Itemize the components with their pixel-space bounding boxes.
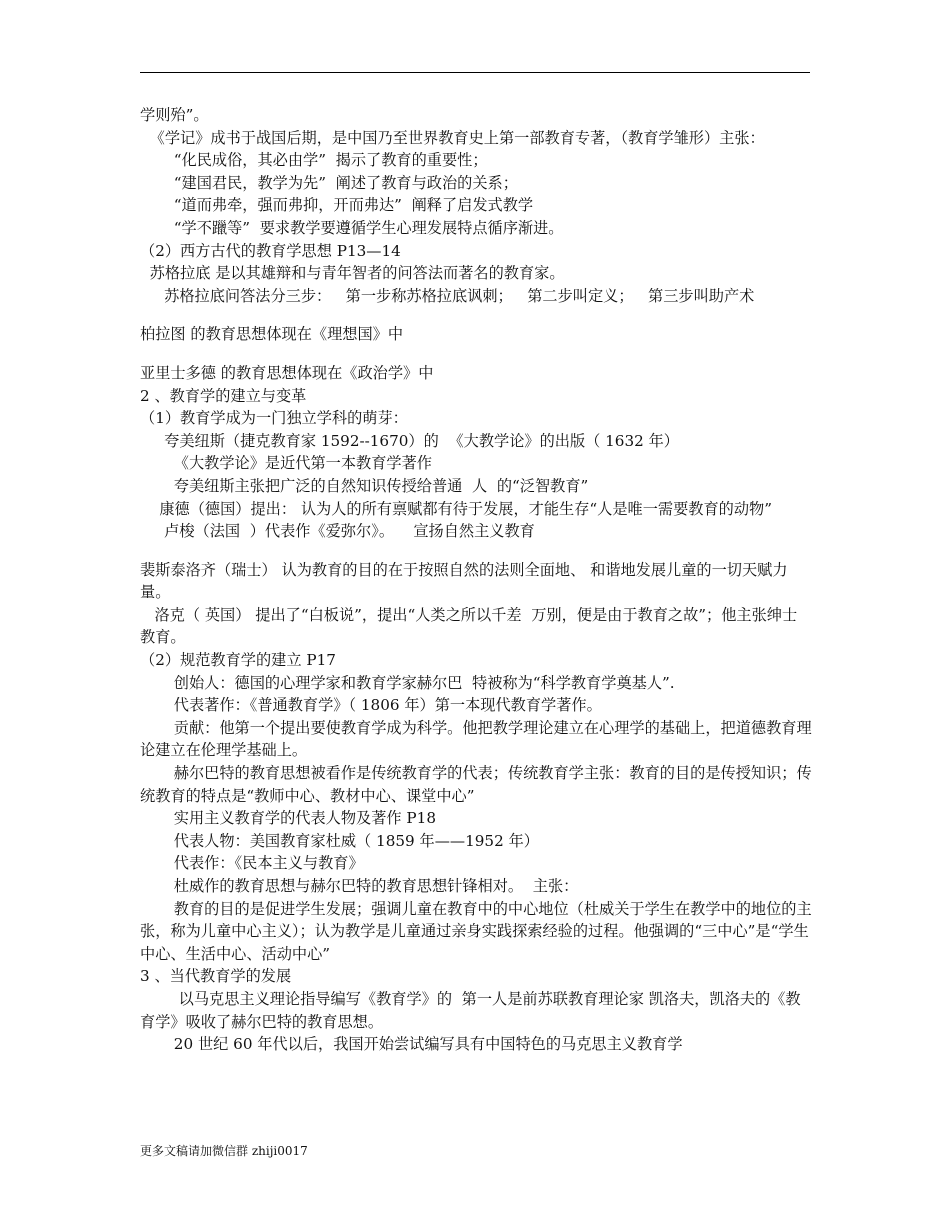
text-line: 学则殆”。 xyxy=(140,106,209,124)
text-line: 康德（德国）提出： 认为人的所有禀赋都有待于发展，才能生存“人是唯一需要教育的动物” xyxy=(140,499,772,518)
text-line: 教育的目的是促进学生发展；强调儿童在教育中的中心地位（杜威关于学生在教学中的地位的主张，称为儿童中心主义）；认为教学是儿童通过亲身实践探索经验的过程。他强调的“三中心”是“学生中心、生活中心、活动中心” xyxy=(140,899,812,963)
section-heading: 3 、当代教育学的发展 xyxy=(140,967,292,986)
text-line: 代表著作：《普通教育学》（ 1806 年）第一本现代教育学著作。 xyxy=(140,696,602,715)
text-line: “建国君民，教学为先” 阐述了教育与政治的关系； xyxy=(140,173,518,192)
text-line: 苏格拉底问答法分三步： 第一步称苏格拉底讽刺； 第二步叫定义； 第三步叫助产术 xyxy=(140,286,755,305)
text-line: “学不躐等” 要求教学要遵循学生心理发展特点循序渐进。 xyxy=(140,218,564,237)
section-heading: （2）西方古代的教育学思想 P13—14 xyxy=(140,241,401,260)
text-line: 赫尔巴特的教育思想被看作是传统教育学的代表；传统教育学主张：教育的目的是传授知识；传统教育的特点是“教师中心、教材中心、课堂中心” xyxy=(140,764,812,805)
text-line: 以马克思主义理论指导编写《教育学》的 第一人是前苏联教育理论家 凯洛夫，凯洛夫的《教育学》吸收了赫尔巴特的教育思想。 xyxy=(140,989,801,1031)
text-line: 苏格拉底 是以其雄辩和与青年智者的问答法而著名的教育家。 xyxy=(140,264,565,283)
text-line: 卢梭（法国 ）代表作《爱弥尔》。 宣扬自然主义教育 xyxy=(140,522,535,541)
document-body xyxy=(140,104,812,1056)
section-heading: 2 、教育学的建立与变革 xyxy=(140,386,307,405)
text-line: 《学记》成书于战国后期，是中国乃至世界教育史上第一部教育专著，（教育学雏形）主张： xyxy=(140,128,765,147)
text-line: 柏拉图 的教育思想体现在《理想国》中 xyxy=(140,325,404,344)
header-rule xyxy=(140,72,810,73)
section-heading: （1）教育学成为一门独立学科的萌芽： xyxy=(140,409,408,428)
text-line: 杜威作的教育思想与赫尔巴特的教育思想针锋相对。 主张： xyxy=(140,877,579,895)
section-heading: （2）规范教育学的建立 P17 xyxy=(140,651,336,670)
text-line: 夸美纽斯主张把广泛的自然知识传授给普通 人 的“泛智教育” xyxy=(140,476,589,495)
text-line: 20 世纪 60 年代以后，我国开始尝试编写具有中国特色的马克思主义教育学 xyxy=(140,1035,683,1054)
text-line: 洛克（ 英国） 提出了“白板说”，提出“人类之所以千差 万别，便是由于教育之故”；他主张绅士教育。 xyxy=(140,605,798,647)
text-line: 代表人物：美国教育家杜威（ 1859 年——1952 年） xyxy=(140,831,539,850)
text-line: 贡献：他第一个提出要使教育学成为科学。他把教学理论建立在心理学的基础上，把道德教育理论建立在伦理学基础上。 xyxy=(140,718,812,760)
text-line: “道而弗牵，强而弗抑，开而弗达” 阐释了启发式教学 xyxy=(140,196,534,215)
text-line: 夸美纽斯（捷克教育家 1592--1670）的 《大教学论》的出版（ 1632 年） xyxy=(140,431,679,450)
page-footer: 更多文稿请加微信群 zhiji0017 xyxy=(140,1144,308,1158)
text-line: 实用主义教育学的代表人物及著作 P18 xyxy=(140,809,436,828)
text-line: 代表作：《民本主义与教育》 xyxy=(140,854,364,873)
text-line: 裴斯泰洛齐（瑞士） 认为教育的目的在于按照自然的法则全面地、 和谐地发展儿童的一切天赋力量。 xyxy=(140,560,788,602)
text-line: 亚里士多德 的教育思想体现在《政治学》中 xyxy=(140,363,434,382)
text-line: “化民成俗，其必由学” 揭示了教育的重要性； xyxy=(140,151,488,170)
text-line: 《大教学论》是近代第一本教育学著作 xyxy=(140,454,432,473)
text-line: 创始人：德国的心理学家和教育学家赫尔巴 特被称为“科学教育学奠基人”. xyxy=(140,673,675,692)
